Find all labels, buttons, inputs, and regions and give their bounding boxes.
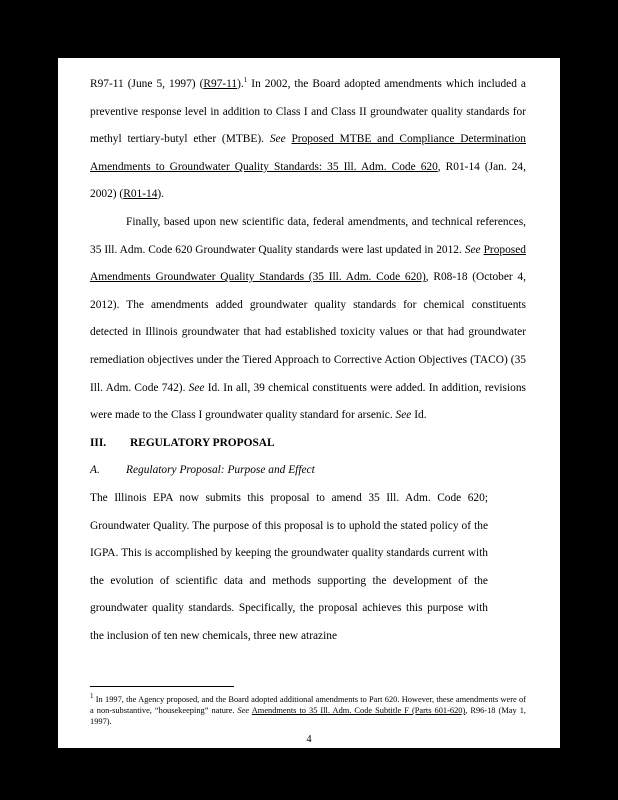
citation-link-r97-11: R97-11 (203, 78, 238, 90)
footnote-divider (90, 686, 234, 687)
citation-link-r01-14: R01-14 (123, 188, 158, 201)
section-title: REGULATORY PROPOSAL (130, 436, 275, 449)
document-page (58, 58, 560, 748)
citation-title-2012: Proposed Amendments Groundwater Quality Standards (35 Ill. Adm. Code 620) (90, 243, 526, 284)
page-number: 4 (306, 734, 312, 745)
citation-title-mtbe: Proposed MTBE and Compliance Determination Amendments to Groundwater Quality Standards: 35 Ill. Adm. Code 620 (90, 133, 526, 173)
subsection-title: Regulatory Proposal: Purpose and Effect (126, 464, 315, 477)
page-content (90, 71, 526, 650)
paragraph-1: R97-11 (June 5, 1997) (R97-11).$^1$ In 2002, the Board adopted amendments which included a preventive response level in addition to Class I and Class II groundwater quality standards for methyl tertiary-butyl ether (MTBE). See Proposed MTBE and Compliance Determination Amendments to Groundwater Quality Standards: 35 Ill. Adm. Code 620, R01-14 (Jan. 24, 2002) (R01-14). (90, 76, 526, 201)
footnote-marker: 1 (90, 692, 94, 701)
paragraph-2: Finally, based upon new scientific data, federal amendments, and technical references, 35 Ill. Adm. Code 620 Groundwater Quality standards were last updated in 2012. See Proposed Amendments Groundwater Quality Standards (35 Ill. Adm. Code 620), R08-18 (October 4, 2012). The amendments added groundwater quality standards for chemical constituents detected in Illinois groundwater that had established toxicity values or that had groundwater remediation objectives under the Tiered Approach to Corrective Action Objectives (TACO) (35 Ill. Adm. Code 742). See Id. In all, 39 chemical constituents were added. In addition, revisions were made to the Class I groundwater quality standard for arsenic. See Id. (90, 215, 526, 422)
section-number: III. (90, 436, 107, 449)
footnote-citation-title: Amendments to 35 Ill. Adm. Code Subtitle F (Parts 601-620) (251, 706, 466, 715)
footnote-ref-1: 1 (243, 76, 248, 85)
subsection-letter: A. (90, 464, 100, 477)
section-heading (90, 430, 526, 458)
paragraph-3: The Illinois EPA now submits this proposal to amend 35 Ill. Adm. Code 620; Groundwater Quality. The purpose of this proposal is to uphold the stated policy of the IGPA. This is accomplished by keeping the groundwater quality standards current with the evolution of scientific data and methods supporting the development of the groundwater quality standards. Specifically, the proposal achieves this purpose with the inclusion of ten new chemicals, three new atrazine (90, 491, 488, 642)
footnote: $^1$ In 1997, the Agency proposed, and the Board adopted additional amendments to Part 620. However, these amendments were of a non-substantive, “housekeeping” nature. See Amendments to 35 Ill. Adm. Code Subtitle F (Parts 601-620), R96-18 (May 1, 1997). (90, 692, 527, 726)
subsection-heading (90, 457, 526, 485)
